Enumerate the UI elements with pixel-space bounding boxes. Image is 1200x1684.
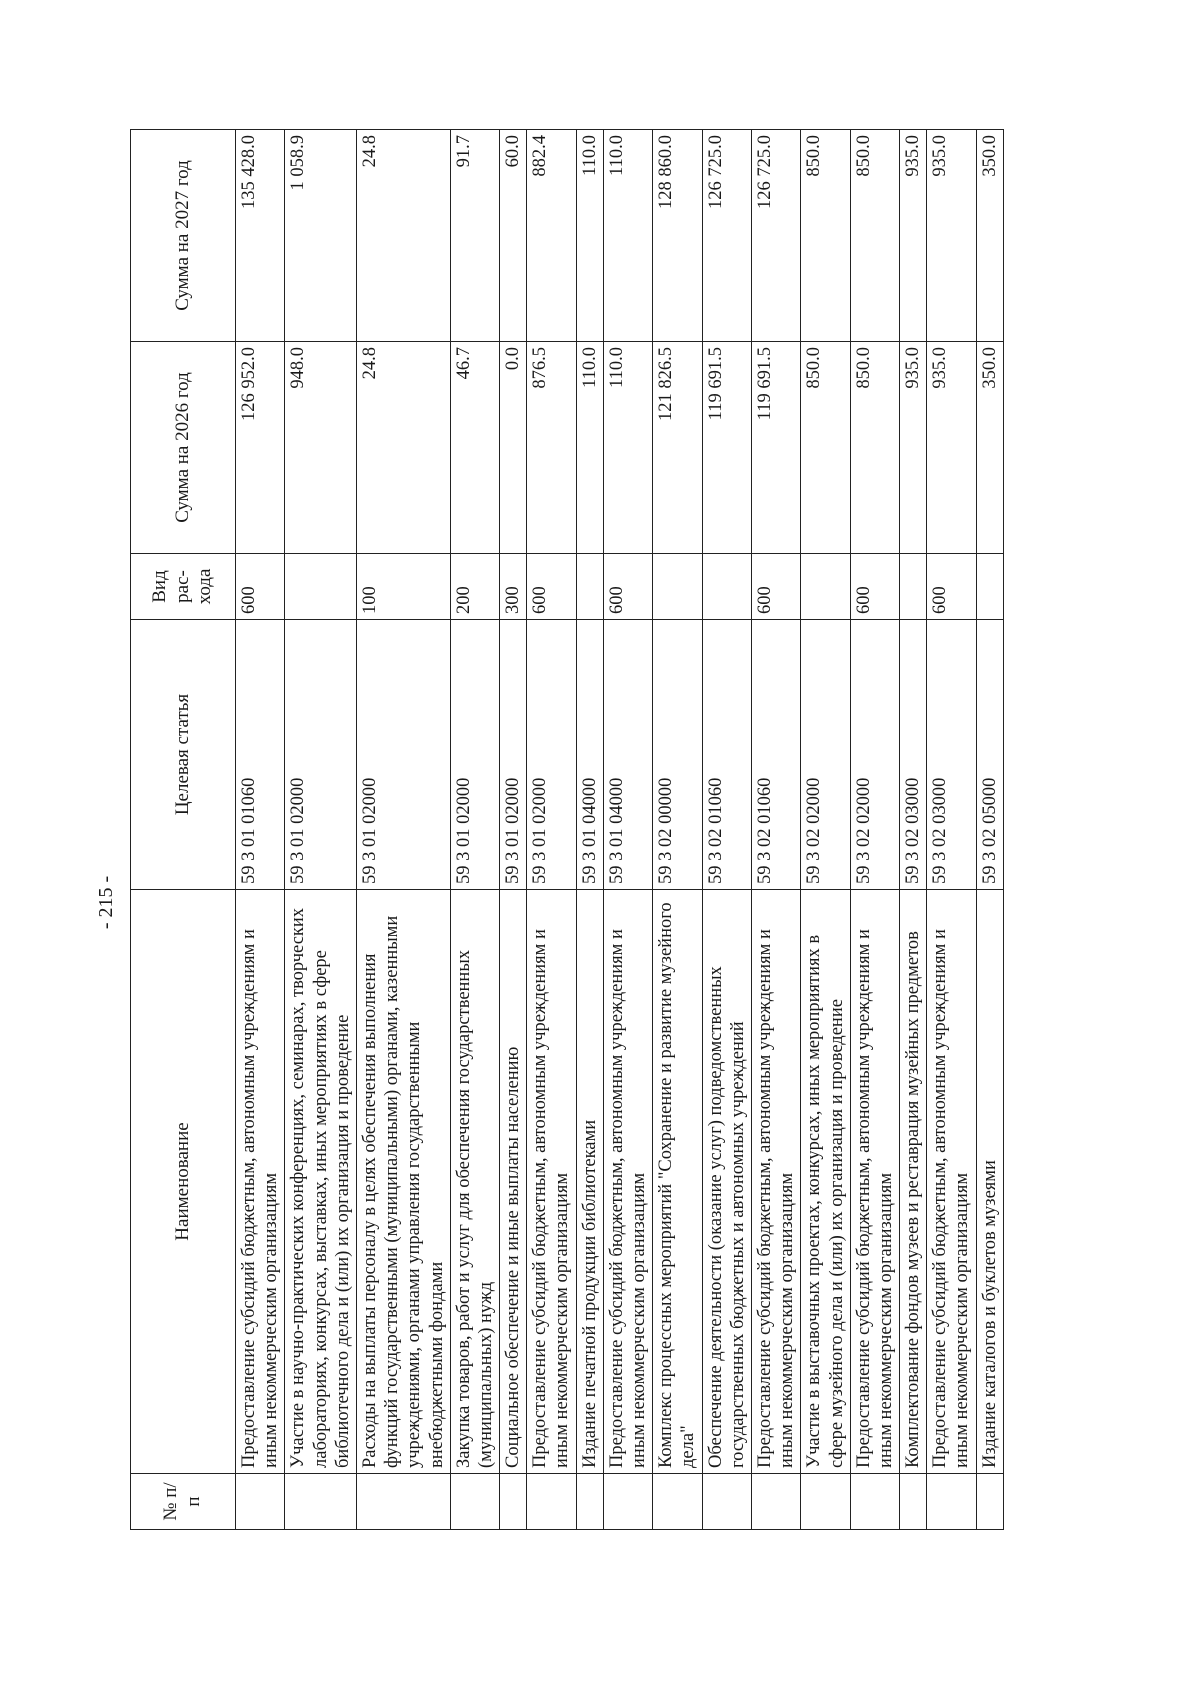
row-number-cell [576, 1474, 603, 1530]
table-row [751, 130, 800, 1530]
target-article-cell: 59 3 01 02000 [527, 620, 576, 890]
page-number-text: - 215 - [95, 875, 118, 929]
table-row [450, 130, 499, 1530]
name-cell: Издание печатной продукции библиотеками [576, 890, 603, 1474]
table-row [603, 130, 652, 1530]
table-row [527, 130, 576, 1530]
sum-2026-cell: 0.0 [500, 342, 527, 554]
name-cell: Комплекс процессных мероприятий "Сохранение и развитие музейного дела" [653, 890, 702, 1474]
table-row [500, 130, 527, 1530]
target-article-cell: 59 3 02 03000 [927, 620, 976, 890]
sum-2027-cell: 850.0 [801, 130, 850, 342]
sum-2027-cell: 126 725.0 [702, 130, 751, 342]
table-row [927, 130, 976, 1530]
name-cell: Предоставление субсидий бюджетным, автономным учреждениям и иным некоммерческим организациям [236, 890, 285, 1474]
sum-2026-cell: 119 691.5 [751, 342, 800, 554]
name-cell: Предоставление субсидий бюджетным, автономным учреждениям и иным некоммерческим организациям [603, 890, 652, 1474]
sum-2027-cell: 850.0 [850, 130, 899, 342]
expense-kind-cell: 600 [603, 554, 652, 620]
expense-kind-cell: 100 [356, 554, 450, 620]
sum-2026-cell: 46.7 [450, 342, 499, 554]
target-article-cell: 59 3 02 01060 [751, 620, 800, 890]
expense-kind-cell [576, 554, 603, 620]
name-cell: Комплектование фондов музеев и реставрация музейных предметов [900, 890, 927, 1474]
row-number-cell [500, 1474, 527, 1530]
name-cell: Обеспечение деятельности (оказание услуг) подведомственных государственных бюджетных и автономных учреждений [702, 890, 751, 1474]
header-num: № п/п [131, 1474, 236, 1530]
name-cell: Предоставление субсидий бюджетным, автономным учреждениям и иным некоммерческим организациям [850, 890, 899, 1474]
row-number-cell [927, 1474, 976, 1530]
sum-2026-cell: 935.0 [900, 342, 927, 554]
sum-2026-cell: 126 952.0 [236, 342, 285, 554]
expense-kind-cell [702, 554, 751, 620]
sum-2027-cell: 1 058.9 [285, 130, 357, 342]
name-cell: Предоставление субсидий бюджетным, автономным учреждениям и иным некоммерческим организациям [527, 890, 576, 1474]
row-number-cell [603, 1474, 652, 1530]
row-number-cell [527, 1474, 576, 1530]
expense-kind-cell: 600 [236, 554, 285, 620]
target-article-cell: 59 3 01 01060 [236, 620, 285, 890]
sum-2027-cell: 935.0 [927, 130, 976, 342]
target-article-cell: 59 3 02 05000 [976, 620, 1003, 890]
sum-2027-cell: 350.0 [976, 130, 1003, 342]
sum-2026-cell: 876.5 [527, 342, 576, 554]
name-cell: Закупка товаров, работ и услуг для обеспечения государственных (муниципальных) нужд [450, 890, 499, 1474]
table-row [900, 130, 927, 1530]
target-article-cell: 59 3 02 02000 [801, 620, 850, 890]
sum-2026-cell: 850.0 [801, 342, 850, 554]
name-cell: Расходы на выплаты персоналу в целях обеспечения выполнения функций государственными (муниципальными) органами, казенными учреждениями, органами управления государственными внебюджетными фондами [356, 890, 450, 1474]
expense-kind-cell: 200 [450, 554, 499, 620]
expense-kind-cell [801, 554, 850, 620]
sum-2027-cell: 126 725.0 [751, 130, 800, 342]
target-article-cell: 59 3 02 03000 [900, 620, 927, 890]
name-cell: Участие в научно-практических конференциях, семинарах, творческих лабораториях, конкурсах, выставках, иных мероприятиях в сфере библиотечного дела и (или) их организация и проведение [285, 890, 357, 1474]
header-sum-2027: Сумма на 2027 год [131, 130, 236, 342]
table-body [236, 130, 1004, 1530]
expense-kind-cell: 600 [927, 554, 976, 620]
header-sum-2026: Сумма на 2026 год [131, 342, 236, 554]
row-number-cell [850, 1474, 899, 1530]
expense-kind-cell: 600 [751, 554, 800, 620]
table-row [653, 130, 702, 1530]
row-number-cell [801, 1474, 850, 1530]
target-article-cell: 59 3 01 02000 [450, 620, 499, 890]
target-article-cell: 59 3 02 02000 [850, 620, 899, 890]
sum-2026-cell: 110.0 [603, 342, 652, 554]
sum-2026-cell: 948.0 [285, 342, 357, 554]
sum-2027-cell: 60.0 [500, 130, 527, 342]
budget-table [130, 129, 1004, 1530]
name-cell: Предоставление субсидий бюджетным, автономным учреждениям и иным некоммерческим организациям [751, 890, 800, 1474]
sum-2027-cell: 110.0 [603, 130, 652, 342]
row-number-cell [356, 1474, 450, 1530]
table-row [236, 130, 285, 1530]
target-article-cell: 59 3 01 02000 [356, 620, 450, 890]
sum-2027-cell: 128 860.0 [653, 130, 702, 342]
expense-kind-cell [976, 554, 1003, 620]
table-row [850, 130, 899, 1530]
sum-2026-cell: 119 691.5 [702, 342, 751, 554]
expense-kind-cell: 600 [850, 554, 899, 620]
sum-2027-cell: 110.0 [576, 130, 603, 342]
header-code: Целевая статья [131, 620, 236, 890]
target-article-cell: 59 3 02 00000 [653, 620, 702, 890]
table-row [976, 130, 1003, 1530]
page-number [92, 842, 122, 962]
target-article-cell: 59 3 01 04000 [576, 620, 603, 890]
sum-2027-cell: 91.7 [450, 130, 499, 342]
name-cell: Предоставление субсидий бюджетным, автономным учреждениям и иным некоммерческим организациям [927, 890, 976, 1474]
row-number-cell [702, 1474, 751, 1530]
expense-kind-cell [285, 554, 357, 620]
table-row [285, 130, 357, 1530]
table-row [702, 130, 751, 1530]
sum-2027-cell: 24.8 [356, 130, 450, 342]
expense-kind-cell [653, 554, 702, 620]
name-cell: Участие в выставочных проектах, конкурсах, иных мероприятиях в сфере музейного дела и (или) их организация и проведение [801, 890, 850, 1474]
sum-2026-cell: 350.0 [976, 342, 1003, 554]
expense-kind-cell [900, 554, 927, 620]
sum-2026-cell: 935.0 [927, 342, 976, 554]
row-number-cell [653, 1474, 702, 1530]
target-article-cell: 59 3 02 01060 [702, 620, 751, 890]
sum-2026-cell: 110.0 [576, 342, 603, 554]
row-number-cell [285, 1474, 357, 1530]
sum-2026-cell: 121 826.5 [653, 342, 702, 554]
table-header [131, 130, 236, 1530]
header-name: Наименование [131, 890, 236, 1474]
target-article-cell: 59 3 01 02000 [285, 620, 357, 890]
target-article-cell: 59 3 01 02000 [500, 620, 527, 890]
name-cell: Издание каталогов и буклетов музеями [976, 890, 1003, 1474]
sum-2026-cell: 24.8 [356, 342, 450, 554]
table-row [356, 130, 450, 1530]
row-number-cell [900, 1474, 927, 1530]
expense-kind-cell: 300 [500, 554, 527, 620]
header-kind: Вид рас- хода [131, 554, 236, 620]
row-number-cell [751, 1474, 800, 1530]
header-row [131, 130, 236, 1530]
sum-2026-cell: 850.0 [850, 342, 899, 554]
expense-kind-cell: 600 [527, 554, 576, 620]
row-number-cell [976, 1474, 1003, 1530]
sum-2027-cell: 935.0 [900, 130, 927, 342]
sum-2027-cell: 882.4 [527, 130, 576, 342]
table-container [130, 130, 1080, 1530]
table-row [576, 130, 603, 1530]
target-article-cell: 59 3 01 04000 [603, 620, 652, 890]
table-row [801, 130, 850, 1530]
sum-2027-cell: 135 428.0 [236, 130, 285, 342]
row-number-cell [236, 1474, 285, 1530]
name-cell: Социальное обеспечение и иные выплаты населению [500, 890, 527, 1474]
row-number-cell [450, 1474, 499, 1530]
